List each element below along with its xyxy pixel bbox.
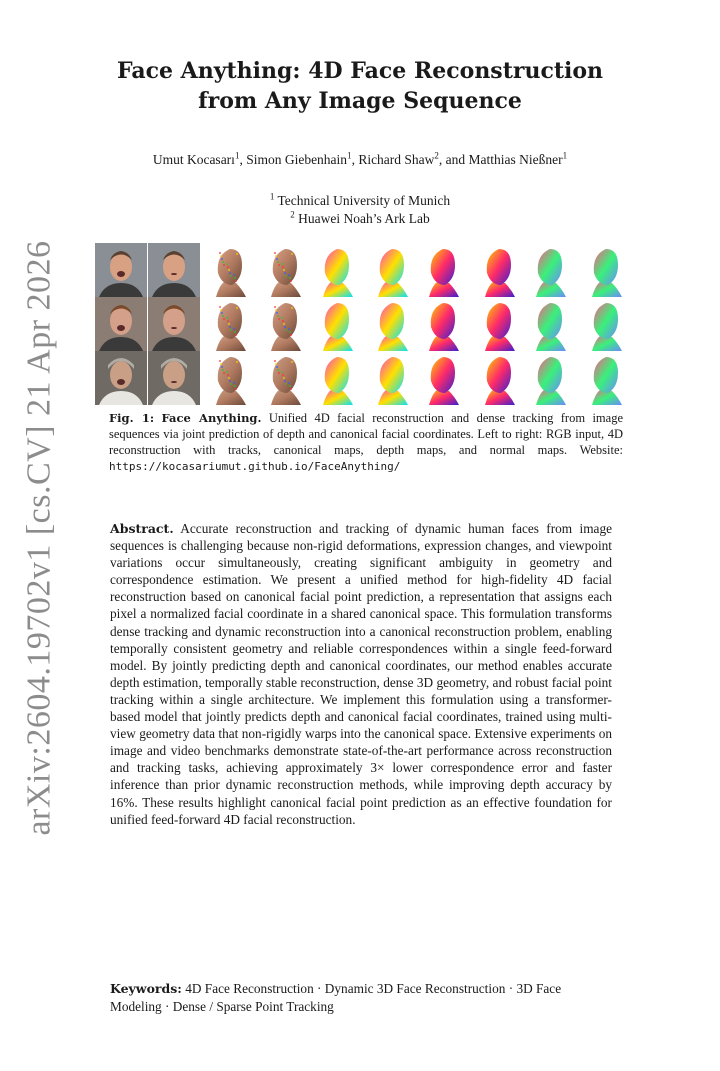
author-separator: ,	[239, 152, 247, 167]
author-separator: ,	[351, 152, 359, 167]
affiliation-name: Huawei Noah’s Ark Lab	[298, 211, 430, 226]
author-name: Richard Shaw	[358, 152, 435, 167]
rgb-frame-panel	[95, 351, 147, 405]
reconstruction-tracks-panel	[202, 243, 254, 297]
author-affil-mark: 1	[562, 150, 568, 161]
canonical-map-panel	[309, 351, 361, 405]
keywords-text: 4D Face Reconstruction · Dynamic 3D Face Reconstruction · 3D Face Modeling · Dense / Sparse Point Tracking	[110, 981, 562, 1014]
normal-map-panel	[576, 351, 628, 405]
abstract-label: Abstract.	[110, 521, 174, 536]
author-list	[40, 152, 680, 168]
canonical-map-panel	[309, 297, 361, 351]
figure-caption	[109, 410, 623, 475]
depth-map-panel	[415, 243, 467, 297]
author-affil-mark: 1	[234, 150, 240, 161]
affiliations	[160, 192, 560, 228]
paper-title	[100, 56, 620, 116]
arxiv-id: arXiv:2604.19702v1 [cs.CV] 21 Apr 2026	[21, 239, 58, 836]
reconstruction-tracks-panel	[202, 297, 254, 351]
author-name: Matthias Nießner	[468, 152, 563, 167]
normal-map-panel	[522, 243, 574, 297]
title-line-1: Face Anything: 4D Face Reconstruction	[116, 58, 604, 84]
rgb-frame-panel	[148, 351, 200, 405]
normal-map-panel	[522, 351, 574, 405]
rgb-frame-panel	[95, 243, 147, 297]
affiliation	[160, 192, 560, 210]
reconstruction-tracks-panel	[202, 351, 254, 405]
affiliation	[160, 210, 560, 228]
caption-title: Face Anything.	[161, 411, 262, 425]
normal-map-panel	[576, 297, 628, 351]
abstract	[110, 520, 612, 828]
normal-map-panel	[522, 297, 574, 351]
affiliation-mark: 2	[290, 209, 295, 220]
title-line-2: from Any Image Sequence	[198, 88, 522, 114]
affiliation-mark: 1	[269, 191, 275, 202]
depth-map-panel	[469, 297, 521, 351]
canonical-map-panel	[362, 297, 414, 351]
teaser-figure	[95, 243, 629, 405]
depth-map-panel	[469, 243, 521, 297]
rgb-frame-panel	[148, 297, 200, 351]
normal-map-panel	[576, 243, 628, 297]
author-separator: , and	[438, 152, 469, 167]
abstract-text: Accurate reconstruction and tracking of dynamic human faces from image sequences is challenging because non-rigid deformations, expression changes, and viewpoint variations occur simultaneously, creating significant ambiguity in geometry and correspondence estimation. We present a unified method for high-fidelity 4D facial reconstruction based on canonical facial point prediction, a representation that assigns each pixel a normalized facial coordinate in a shared canonical space. This formulation transforms dense tracking and dynamic reconstruction into a canonical reconstruction problem, enabling temporally consistent geometry and reliable correspondences within a single feed-forward model. By jointly predicting depth and canonical coordinates, our method enables accurate depth estimation, temporally stable reconstruction, dense 3D geometry, and robust facial point tracking within a single architecture. We implement this formulation using a transformer-based model that jointly predicts depth and canonical facial coordinates, trained using multi-view geometry data that non-rigidly warps into the canonical space. Extensive experiments on image and video benchmarks demonstrate state-of-the-art performance across reconstruction and tracking tasks, achieving approximately 3× lower correspondence error and faster inference than prior dynamic reconstruction methods, while improving depth accuracy by 16%. These results highlight canonical facial point prediction as an effective foundation for unified feed-forward 4D facial reconstruction.	[110, 521, 612, 827]
rgb-frame-panel	[95, 297, 147, 351]
affiliation-name: Technical University of Munich	[277, 193, 451, 208]
arxiv-stamp	[10, 235, 70, 840]
caption-text: Unified 4D facial reconstruction and dense tracking from image sequences via joint prediction of depth and canonical facial coordinates. Left to right: RGB input, 4D reconstruction with tracks, canonical maps, depth maps, and normal maps. Website:	[109, 411, 623, 457]
rgb-frame-panel	[148, 243, 200, 297]
author-name: Umut Kocasarı	[152, 152, 235, 167]
author-affil-mark: 2	[434, 150, 439, 161]
author-affil-mark: 1	[347, 150, 352, 161]
keywords	[110, 980, 612, 1016]
canonical-map-panel	[309, 243, 361, 297]
author-name: Simon Giebenhain	[246, 152, 348, 167]
canonical-map-panel	[362, 243, 414, 297]
depth-map-panel	[415, 351, 467, 405]
keywords-label: Keywords:	[110, 981, 182, 996]
depth-map-panel	[469, 351, 521, 405]
canonical-map-panel	[362, 351, 414, 405]
reconstruction-tracks-panel	[255, 297, 307, 351]
reconstruction-tracks-panel	[255, 243, 307, 297]
depth-map-panel	[415, 297, 467, 351]
caption-label: Fig. 1:	[109, 411, 155, 425]
reconstruction-tracks-panel	[255, 351, 307, 405]
website-link[interactable]: https://kocasariumut.github.io/FaceAnything/	[109, 460, 401, 473]
